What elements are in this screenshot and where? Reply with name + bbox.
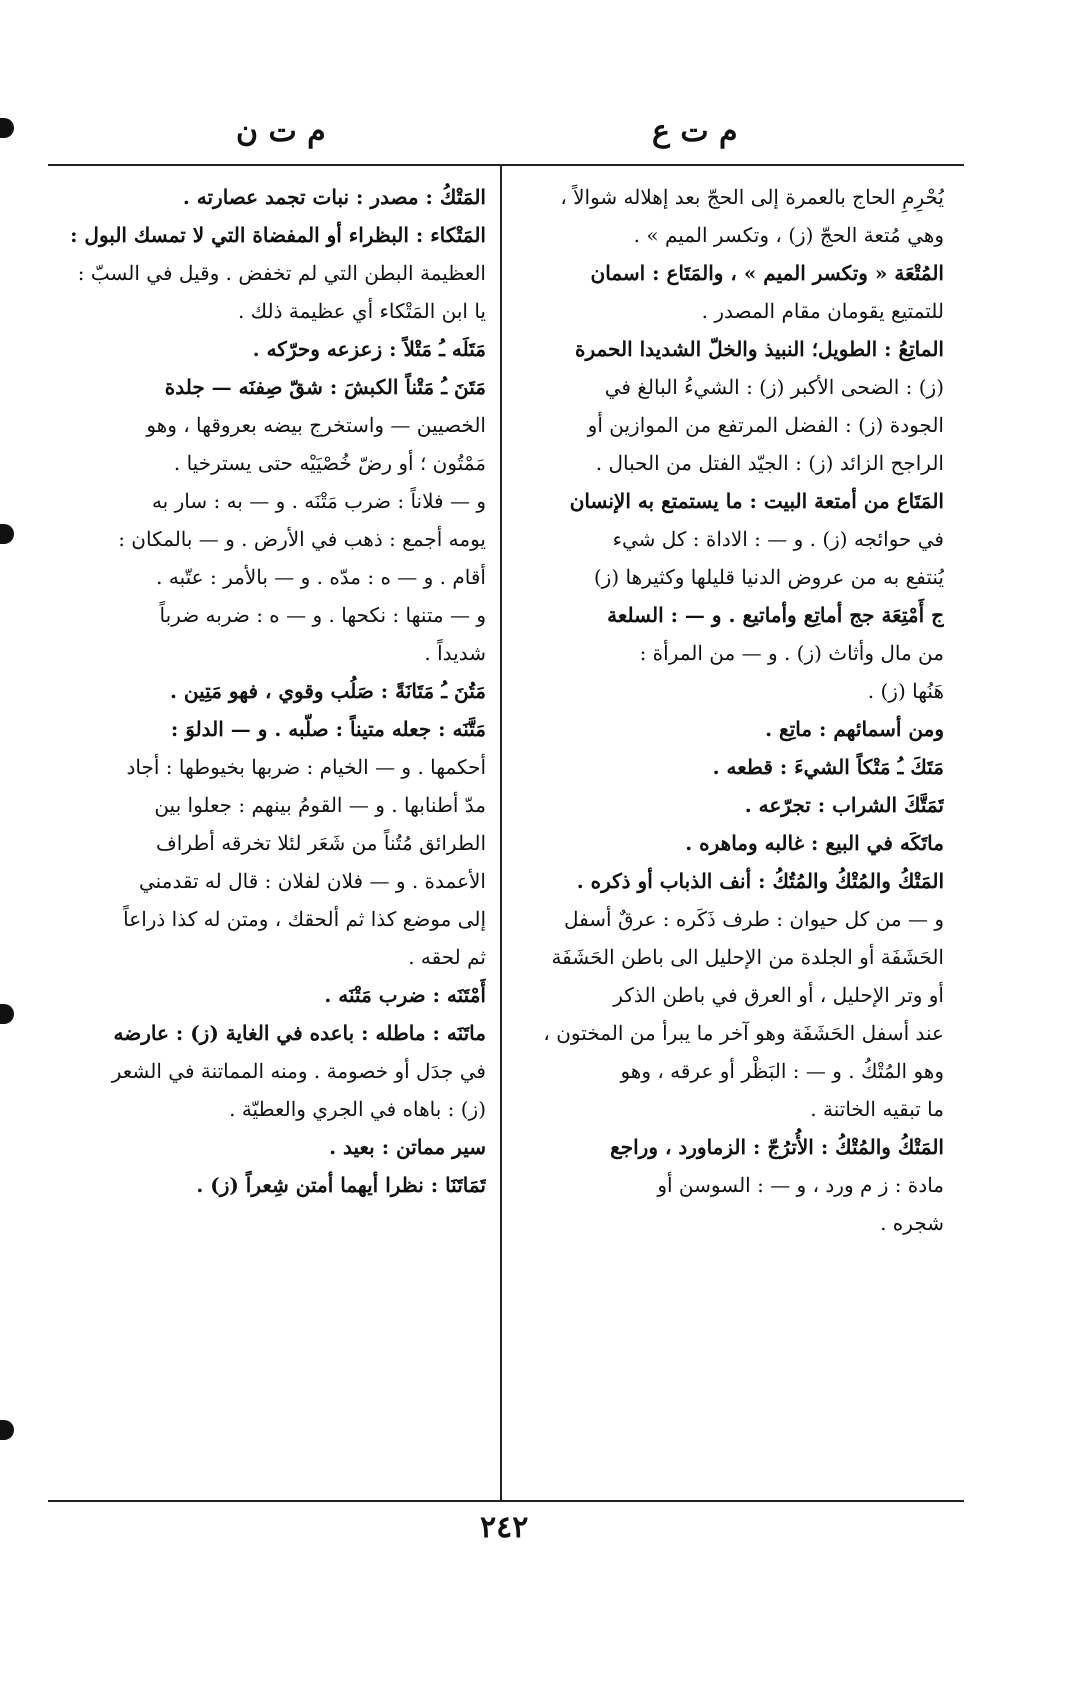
text-line: ماتَنَه : ماطله : باعده في الغاية (ز) : عارضه <box>113 1021 486 1045</box>
text-line: شديداً . <box>424 641 486 665</box>
column-divider <box>500 166 502 1500</box>
text-line: إلى موضع كذا ثم ألحقك ، ومتن له كذا ذراعاً <box>123 907 486 931</box>
text-line: مَتَنَ ـُ مَتْناً الكبشَ : شقّ صِفنَه — جلدة <box>164 375 486 399</box>
text-line: أقام . و — ه : مدّه . و — بالأمر : عتّبه . <box>156 565 486 589</box>
text-line: أَمْتَنَه : ضرب مَتْنَه . <box>324 983 486 1007</box>
text-line: مَتَّنَه : جعله متيناً : صلّبه . و — الدلوَ : <box>170 717 486 741</box>
text-line: الجودة (ز) : الفضل المرتفع من الموازين أو <box>587 413 944 437</box>
text-line: من مال وأثاث (ز) . و — من المرأة : <box>639 641 944 665</box>
text-line: مَمْتُون ؛ أو رضّ خُصْيَيْه حتى يسترخيا . <box>173 451 486 475</box>
text-line: المَتْكاء : البظراء أو المفضاة التي لا تمسك البول : <box>70 223 486 247</box>
text-line: و — من كل حيوان : طرف ذَكَره : عرقٌ أسفل <box>564 907 944 931</box>
text-line: الماتِعُ : الطويل؛ النبيذ والخلّ الشديدا الحمرة <box>574 337 944 361</box>
top-rule <box>48 164 964 166</box>
text-line: يومه أجمع : ذهب في الأرض . و — بالمكان : <box>118 527 486 551</box>
text-line: و — متنها : نكحها . و — ه : ضربه ضرباً <box>159 603 486 627</box>
page-number: ٢٤٢ <box>480 1510 529 1545</box>
text-line: الحَشَفَة أو الجلدة من الإحليل الى باطن الحَشَفَة <box>551 945 944 969</box>
text-line: شجره . <box>880 1211 944 1235</box>
text-line: العظيمة البطن التي لم تخفض . وقيل في السبّ : <box>77 261 486 285</box>
text-line: أحكمها . و — الخيام : ضربها بخيوطها : أجاد <box>126 755 486 779</box>
binding-mark <box>0 524 14 544</box>
text-line: و — فلاناً : ضرب مَتْنَه . و — به : سار به <box>151 489 486 513</box>
text-line: الطرائق مُتُناً من شَعَر لئلا تخرقه أطراف <box>156 831 486 855</box>
text-line: عند أسفل الحَشَفَة وهو آخر ما يبرأ من المختون ، <box>543 1021 944 1045</box>
text-line: (ز) : الضحى الأكبر (ز) : الشيءُ البالغ في <box>604 375 944 399</box>
text-line: المَتَاع من أمتعة البيت : ما يستمتع به الإنسان <box>569 489 944 513</box>
left-column-header: م ت ن <box>236 114 326 149</box>
text-line: ما تبقيه الخاتنة . <box>810 1097 944 1121</box>
text-line: تَمَاتَنَا : نظرا أيهما أمتن شِعراً (ز) . <box>196 1173 486 1197</box>
text-line: الخصيين — واستخرج بيضه بعروقها ، وهو <box>146 413 486 437</box>
binding-mark <box>0 118 14 138</box>
bottom-rule <box>48 1500 964 1502</box>
text-line: ثم لحقه . <box>408 945 486 969</box>
text-line: ج أَمْتِعَة جج أماتِع وأماتيع . و — : السلعة <box>607 603 944 627</box>
text-line: ومن أسمائهم : ماتِع . <box>765 717 944 741</box>
text-line: المُتْعَة « وتكسر الميم » ، والمَتَاع : اسمان <box>590 261 944 285</box>
text-line: الأعمدة . و — فلان لفلان : قال له تقدمني <box>138 869 486 893</box>
text-line: مَتُنَ ـُ مَتَانَةً : صَلُب وقوي ، فهو مَتِين . <box>170 679 486 703</box>
left-column <box>56 178 486 1204</box>
text-line: مَتَلَه ـُ مَتْلاً : زعزعه وحرّكه . <box>252 337 486 361</box>
text-line: يُنتفع به من عروض الدنيا قليلها وكثيرها (ز) <box>593 565 944 589</box>
text-line: المَتْكُ والمُتْكُ : الأُترُجّ : الزماورد ، وراجع <box>610 1135 944 1159</box>
text-line: المَتْكُ والمُتْكُ والمُتُكُ : أنف الذباب أو ذكره . <box>576 869 944 893</box>
text-line: المَتْكُ : مصدر : نبات تجمد عصارته . <box>182 185 486 209</box>
binding-mark <box>0 1004 14 1024</box>
binding-mark <box>0 1420 14 1440</box>
text-line: في جدَل أو خصومة . ومنه المماتنة في الشعر <box>111 1059 486 1083</box>
text-line: وهي مُتعة الحجّ (ز) ، وتكسر الميم » . <box>633 223 944 247</box>
text-line: ماتَكَه في البيع : غالبه وماهره . <box>685 831 944 855</box>
text-line: هَنُها (ز) . <box>867 679 944 703</box>
text-line: وهو المُتْكُ . و — : البَظْر أو عرقه ، وهو <box>620 1059 944 1083</box>
text-line: يا ابن المَتْكاء أي عظيمة ذلك . <box>237 299 486 323</box>
right-column <box>514 178 944 1242</box>
text-line: سير مماتن : بعيد . <box>329 1135 486 1159</box>
right-column-header: م ت ع <box>652 114 738 149</box>
text-line: (ز) : باهاه في الجري والعطيّة . <box>229 1097 486 1121</box>
text-line: في حوائجه (ز) . و — : الاداة : كل شيء <box>612 527 944 551</box>
text-line: مادة : ز م ورد ، و — : السوسن أو <box>657 1173 944 1197</box>
text-line: الراجح الزائد (ز) : الجيّد الفتل من الحبال . <box>595 451 944 475</box>
text-line: مدّ أطنابها . و — القومُ بينهم : جعلوا بين <box>154 793 486 817</box>
text-line: أو وتر الإحليل ، أو العرق في باطن الذكر <box>613 983 944 1007</box>
text-line: يُحْرِمِ الحاج بالعمرة إلى الحجّ بعد إهلاله شوالاً ، <box>560 185 944 209</box>
text-line: للتمتيع يقومان مقام المصدر . <box>701 299 944 323</box>
text-line: مَتَكَ ـُ مَتْكاً الشيءَ : قطعه . <box>712 755 944 779</box>
text-line: تَمَتَّكَ الشراب : تجرّعه . <box>744 793 944 817</box>
